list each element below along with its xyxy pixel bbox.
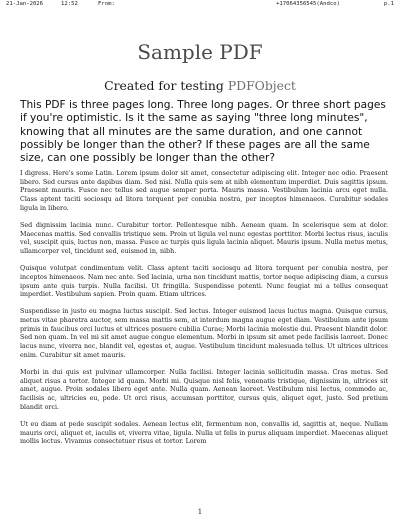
fax-number: +17064356545(Andco)	[276, 1, 340, 7]
body-paragraph: Sed dignissim lacinia nunc. Curabitur tortor. Pellentesque nibh. Aenean quam. In scelerisque sem at dolor. Maecenas mattis. Sed convallis tristique sem. Proin ut ligula vel nunc egestas porttitor. Morbi lectus risus, iaculis vel, suscipit quis, luctus non, massa. Fusce ac turpis quis ligula lacinia aliquet. Mauris ipsum. Nulla metus metus, ullamcorper vel, tincidunt sed, euismod in, nibh.	[20, 221, 388, 256]
fax-header	[6, 1, 394, 11]
fax-time: 12:52	[61, 1, 78, 7]
fax-date: 21-Jan-2026	[6, 1, 44, 7]
fax-page: p.1	[383, 1, 394, 7]
document-title: Sample PDF	[137, 40, 263, 64]
body-paragraph: I digress. Here's some Latin. Lorem ipsum dolor sit amet, consectetur adipiscing elit. Integer nec odio. Praesent libero. Sed cursus ante dapibus diam. Sed nisi. Nulla quis sem at nibh elementum imperdiet. Duis sagittis ipsum. Praesent mauris. Fusce nec tellus sed augue semper porta. Mauris massa. Vestibulum lacinia arcu eget nulla. Class aptent taciti sociosqu ad litora torquent per conubia nostra, per inceptos himenaeos. Curabitur sodales ligula in libero.	[20, 170, 388, 212]
body-paragraph: Quisque volutpat condimentum velit. Class aptent taciti sociosqu ad litora torquent per conubia nostra, per inceptos himenaeos. Nam nec ante. Sed lacinia, urna non tincidunt mattis, tortor neque adipiscing diam, a cursus ipsum ante quis turpis. Nulla facilisi. Ut fringilla. Suspendisse potenti. Nunc feugiat mi a tellus consequat imperdiet. Vestibulum sapien. Proin quam. Etiam ultrices.	[20, 265, 388, 299]
document-subtitle	[0, 78, 400, 93]
page-number: 1	[197, 508, 203, 516]
subtitle-text: Created for testing	[104, 78, 224, 93]
lead-paragraph: This PDF is three pages long. Three long pages. Or three short pages if you're optimistic. Is it the same as saying "three long minutes", knowing that all minutes are the same duration, and one cannot possibly be longer than the other? If these pages are all the same size, can one possibly be longer than the other?	[20, 99, 386, 165]
fax-from-label: From:	[98, 1, 115, 7]
body-paragraph: Morbi in dui quis est pulvinar ullamcorper. Nulla facilisi. Integer lacinia sollicitudin massa. Cras metus. Sed aliquet risus a tortor. Integer id quam. Morbi mi. Quisque nisl felis, venenatis tristique, dignissim in, ultrices sit amet, augue. Proin sodales libero eget ante. Nulla quam. Aenean laoreet. Vestibulum nisi lectus, commodo ac, facilisis ac, ultricies eu, pede. Ut orci risus, accumsan porttitor, cursus quis, aliquet eget, justo. Sed pretium blandit orci.	[20, 368, 388, 411]
body-paragraph: Suspendisse in justo eu magna luctus suscipit. Sed lectus. Integer euismod lacus luctus magna. Quisque cursus, metus vitae pharetra auctor, sem massa mattis sem, at interdum magna augue eget diam. Vestibulum ante ipsum primis in faucibus orci luctus et ultrices posuere cubilia Curae; Morbi lacinia molestie dui. Praesent blandit dolor. Sed non quam. In vel mi sit amet augue congue elementum. Morbi in ipsum sit amet pede facilisis laoreet. Donec lacus nunc, viverra nec, blandit vel, egestas et, augue. Vestibulum tincidunt malesuada tellus. Ut ultrices ultrices enim. Curabitur sit amet mauris.	[20, 308, 388, 359]
body-paragraph: Ut eu diam at pede suscipit sodales. Aenean lectus elit, fermentum non, convallis id, sagittis at, neque. Nullam mauris orci, aliquet et, iaculis et, viverra vitae, ligula. Nulla ut felis in purus aliquam imperdiet. Maecenas aliquet mollis lectus. Vivamus consectetuer risus et tortor. Lorem	[20, 420, 388, 446]
body-text	[20, 170, 388, 455]
subtitle-product: PDFObject	[227, 78, 296, 93]
